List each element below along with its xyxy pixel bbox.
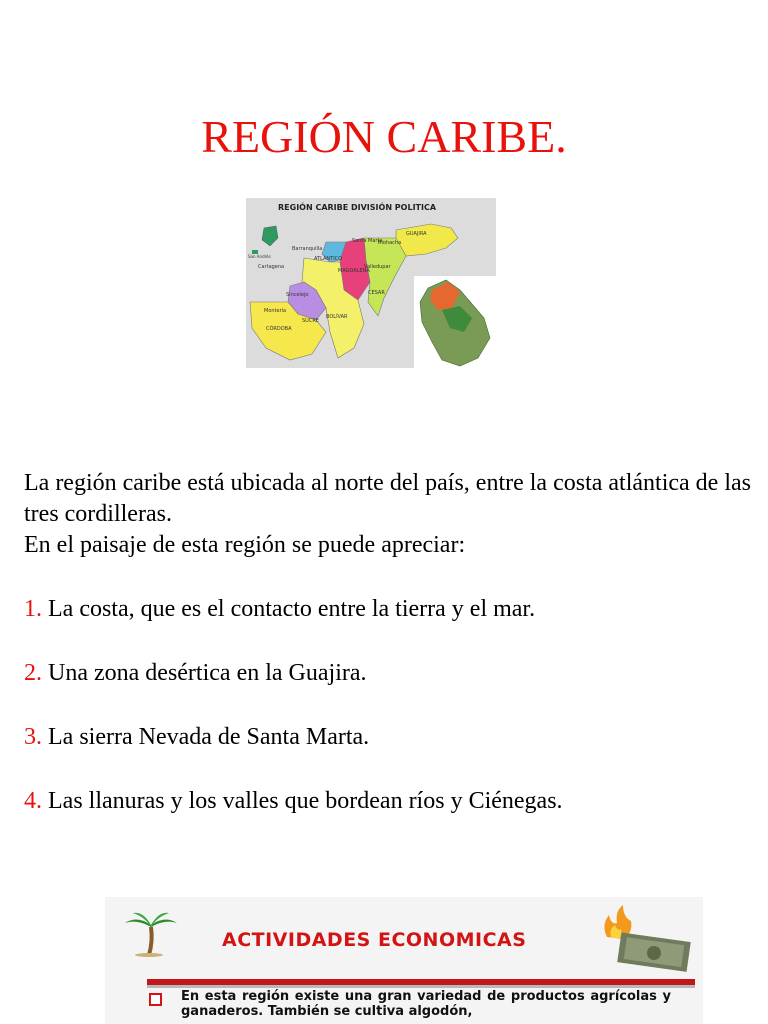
divider-grey bbox=[147, 985, 695, 988]
map-label-magdalena: MAGDALENA bbox=[338, 268, 370, 274]
caribbean-region-map bbox=[246, 198, 496, 368]
map-label-bolivar: BOLÍVAR bbox=[326, 314, 348, 320]
map-label-sucre: SUCRE bbox=[302, 318, 319, 324]
map-label-valledupar: Valledupar bbox=[364, 264, 391, 270]
map-label-guajira: GUAJIRA bbox=[406, 231, 427, 237]
list-text: La costa, que es el contacto entre la tierra y el mar. bbox=[42, 596, 536, 622]
map-label-cartagena: Cartagena bbox=[258, 264, 285, 270]
list-number: 4. bbox=[24, 788, 42, 814]
map-label-riohacha: Riohacha bbox=[378, 240, 402, 246]
map-label-cesar: CESAR bbox=[368, 290, 385, 296]
map-label-atlantico: ATLÁNTICO bbox=[314, 256, 343, 262]
list-number: 2. bbox=[24, 660, 42, 686]
map-label-sincelejo: Sincelejo bbox=[286, 292, 309, 298]
list-number: 1. bbox=[24, 596, 42, 622]
map-label-barranquilla: Barranquilla bbox=[292, 246, 323, 252]
list-item bbox=[24, 594, 754, 658]
intro-paragraph bbox=[24, 468, 754, 561]
map-label-cordoba: CÓRDOBA bbox=[266, 326, 292, 332]
economic-activities-banner bbox=[105, 897, 703, 1024]
map-label-santa-marta: Santa Marta bbox=[352, 238, 383, 244]
bullet-square-icon bbox=[149, 993, 162, 1006]
map-label-monteria: Montería bbox=[264, 308, 287, 314]
map-label-san-andres: San Andrés bbox=[248, 254, 271, 259]
list-item bbox=[24, 722, 754, 786]
intro-line-2: En el paisaje de esta región se puede apreciar: bbox=[24, 532, 466, 558]
palm-tree-icon bbox=[123, 909, 179, 957]
intro-line-1: La región caribe está ubicada al norte del país, entre la costa atlántica de las tres cordilleras. bbox=[24, 470, 751, 527]
banner-title: ACTIVIDADES ECONOMICAS bbox=[222, 929, 527, 951]
list-number: 3. bbox=[24, 724, 42, 750]
list-text: La sierra Nevada de Santa Marta. bbox=[42, 724, 370, 750]
list-item bbox=[24, 658, 754, 722]
list-text: Las llanuras y los valles que bordean ríos y Ciénegas. bbox=[42, 788, 563, 814]
list-item bbox=[24, 786, 754, 850]
page-title: REGIÓN CARIBE. bbox=[201, 111, 567, 162]
banner-paragraph: En esta región existe una gran variedad de productos agrícolas y ganaderos. También se cultiva algodón, bbox=[181, 989, 671, 1019]
features-list bbox=[24, 594, 754, 850]
burning-money-icon bbox=[593, 903, 695, 977]
map-heading: REGIÓN CARIBE DIVISIÓN POLITICA bbox=[278, 203, 437, 212]
list-text: Una zona desértica en la Guajira. bbox=[42, 660, 367, 686]
